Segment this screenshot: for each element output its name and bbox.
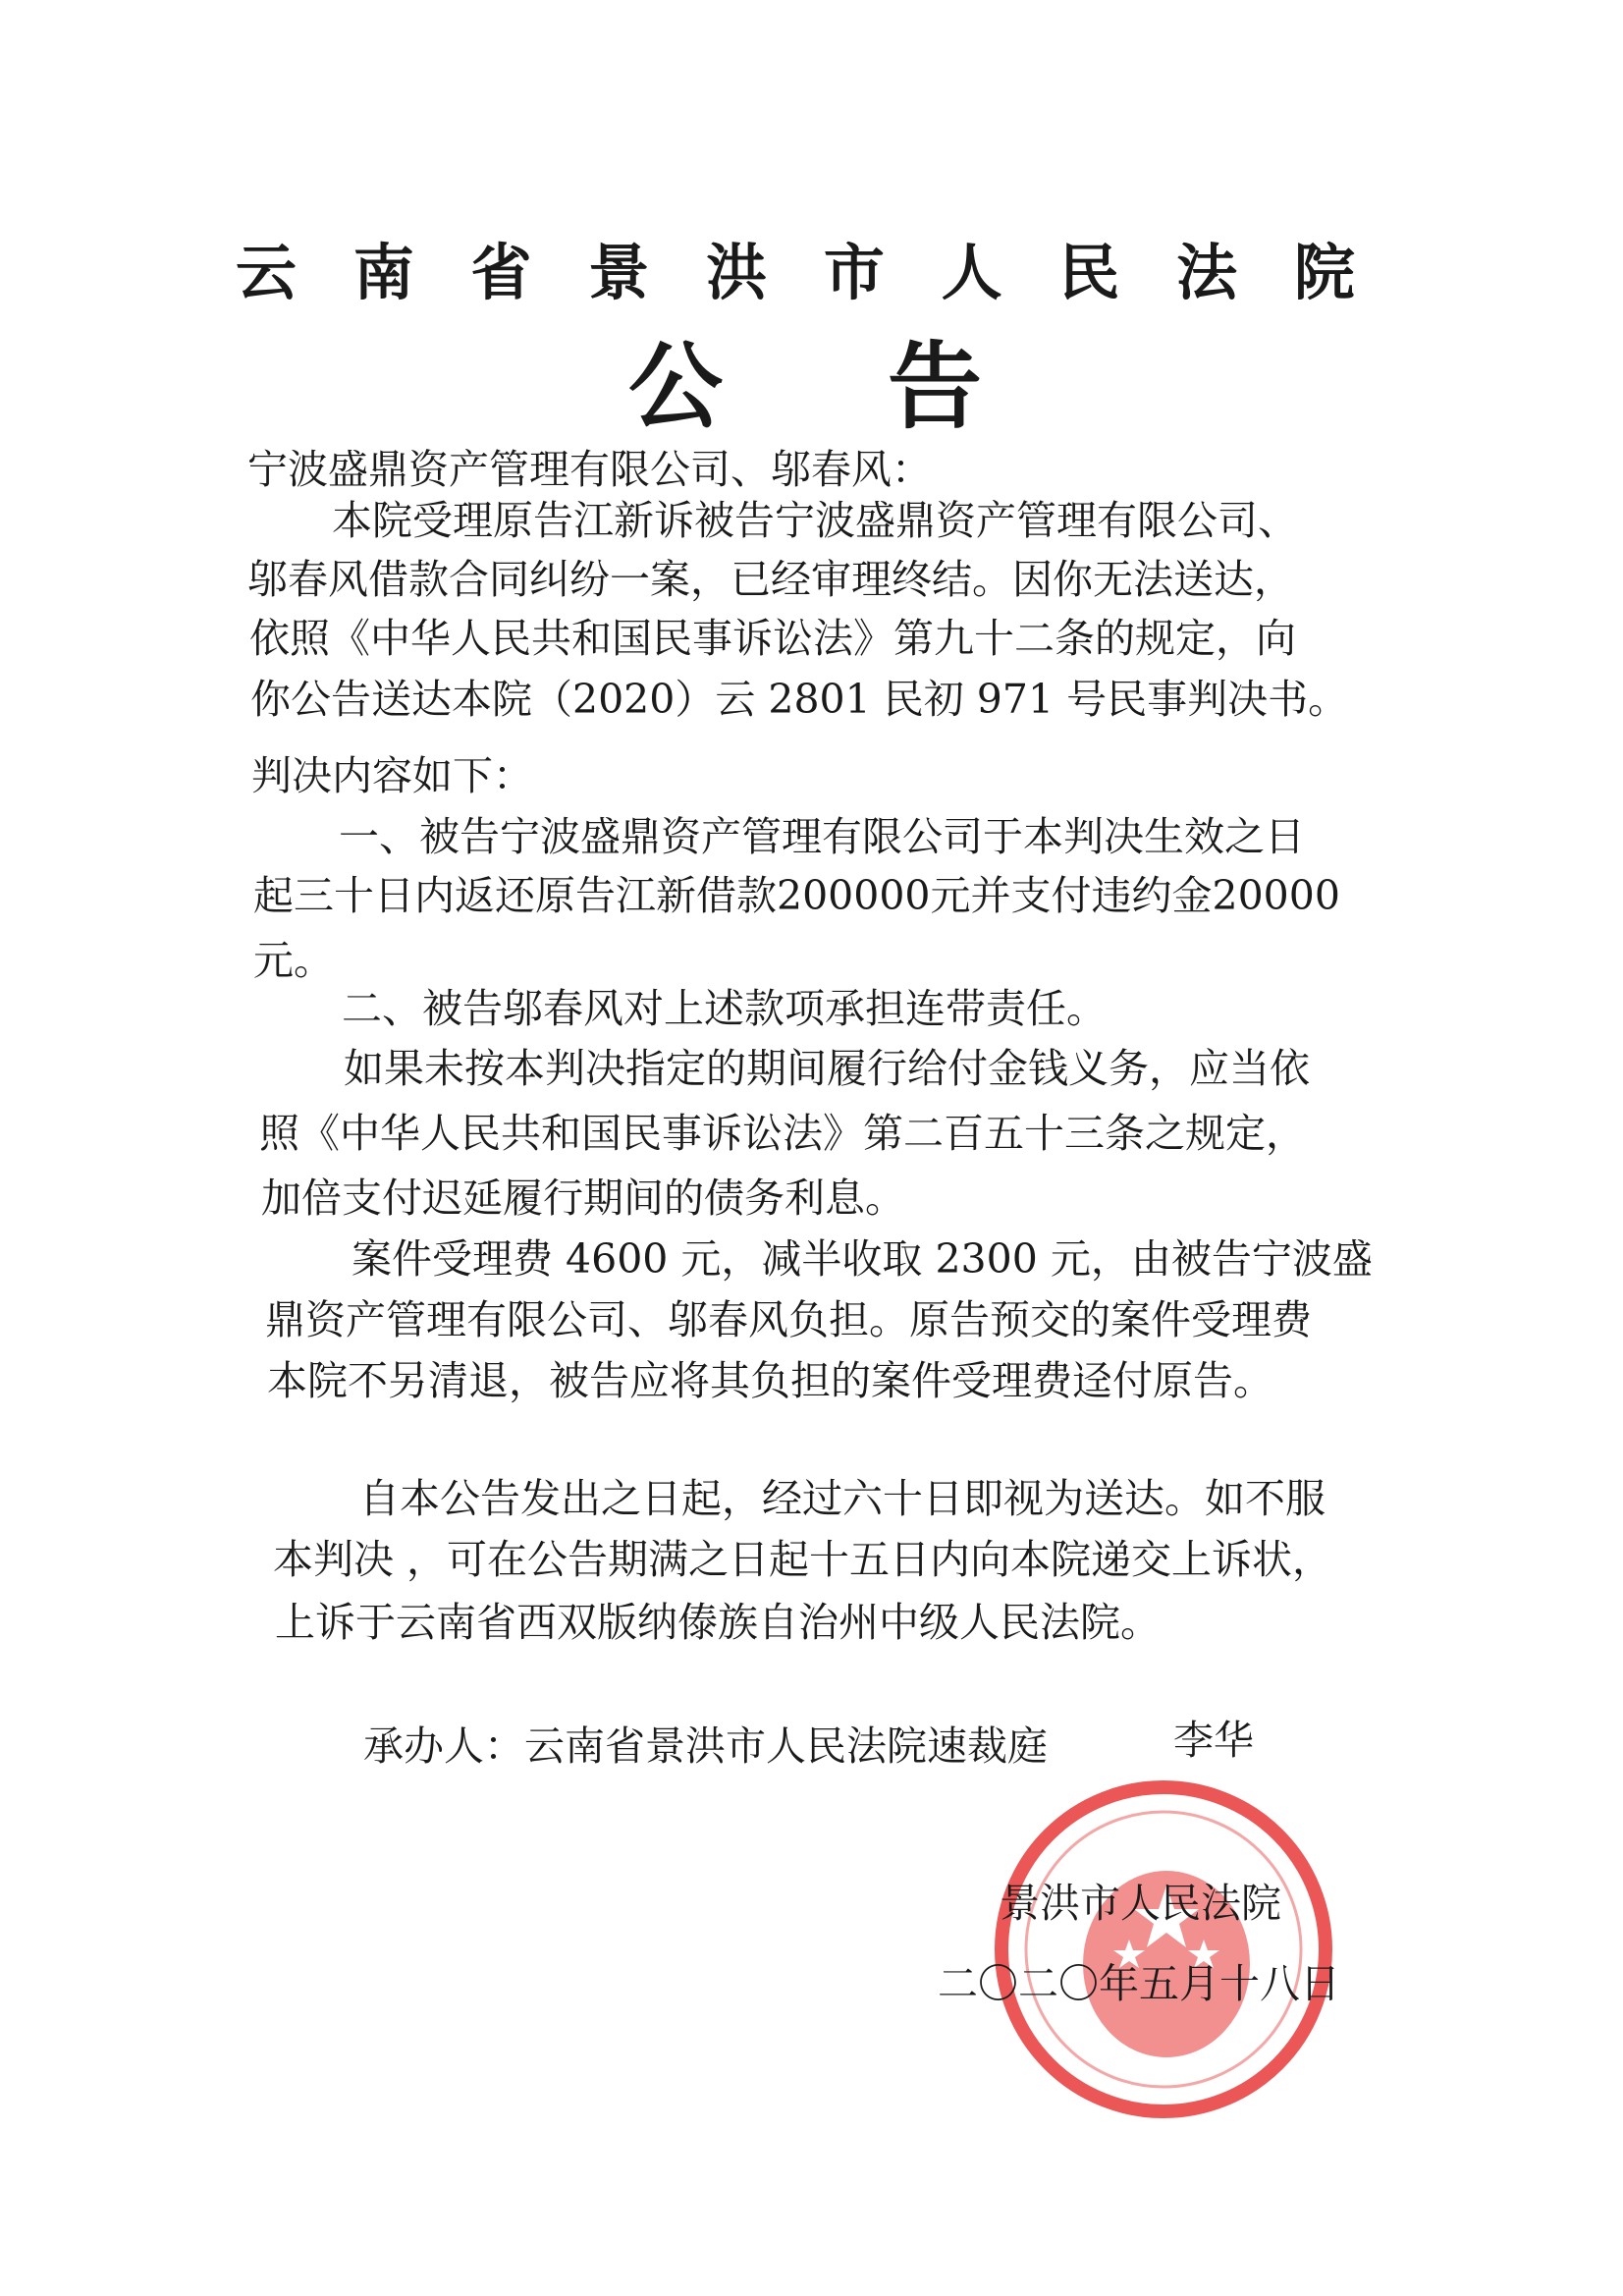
court-title (236, 224, 1355, 311)
text-line: 自本公告发出之日起，经过六十日即视为送达。如不服 (359, 1475, 1325, 1522)
text-line: 二、被告邬春风对上述款项承担连带责任。 (342, 985, 1107, 1032)
text-line: 本院受理原告江新诉被告宁波盛鼎资产管理有限公司、 (332, 497, 1298, 544)
title-char: 民 (1058, 237, 1120, 308)
text-line: 上诉于云南省西双版纳傣族自治州中级人民法院。 (275, 1599, 1161, 1646)
title-char: 市 (823, 237, 885, 308)
title-char: 洪 (706, 237, 768, 308)
text-line: 依照《中华人民共和国民事诉讼法》第九十二条的规定，向 (249, 615, 1296, 662)
text-line: 判决内容如下： (251, 752, 533, 799)
text-line: 起三十日内返还原告江新借款200000元并支付违约金20000 (253, 872, 1340, 919)
title-char: 告 (888, 332, 982, 442)
title-char: 人 (941, 237, 1002, 308)
document-type-title (628, 312, 982, 447)
text-line: 宁波盛鼎资产管理有限公司、邬春风： (247, 446, 932, 493)
title-char: 南 (352, 237, 414, 308)
text-line: 本判决 ，可在公告期满之日起十五日内向本院递交上诉状， (273, 1536, 1333, 1583)
text-line: 一、被告宁波盛鼎资产管理有限公司于本判决生效之日 (339, 813, 1305, 860)
court-seal-stamp (992, 1777, 1335, 2121)
text-line: 元。 (253, 937, 334, 984)
text-line: 加倍支付迟延履行期间的债务利息。 (261, 1175, 905, 1222)
text-line: 鼎资产管理有限公司、邬春风负担。原告预交的案件受理费 (265, 1296, 1312, 1343)
footer-date: 二〇二〇年五月十八日 (938, 1960, 1340, 2007)
text-line: 案件受理费 4600 元，减半收取 2300 元，由被告宁波盛 (352, 1235, 1373, 1283)
text-line: 如果未按本判决指定的期间履行给付金钱义务，应当依 (344, 1045, 1310, 1092)
title-char: 云 (236, 237, 298, 308)
text-line: 邬春风借款合同纠纷一案，已经审理终结。因你无法送达， (247, 556, 1294, 603)
text-line: 你公告送达本院（2020）云 2801 民初 971 号民事判决书。 (250, 676, 1349, 723)
footer-issuer: 景洪市人民法院 (1000, 1880, 1281, 1927)
footer-handler-name: 李华 (1173, 1717, 1254, 1764)
title-char: 公 (628, 332, 723, 442)
text-line: 照《中华人民共和国民事诉讼法》第二百五十三条之规定， (259, 1110, 1306, 1157)
title-char: 院 (1293, 237, 1355, 308)
footer-handler: 承办人：云南省景洪市人民法院速裁庭 (363, 1722, 1048, 1770)
text-line: 本院不另清退，被告应将其负担的案件受理费迳付原告。 (267, 1357, 1273, 1404)
title-char: 景 (588, 237, 650, 308)
title-char: 法 (1176, 237, 1238, 308)
title-char: 省 (470, 237, 532, 308)
